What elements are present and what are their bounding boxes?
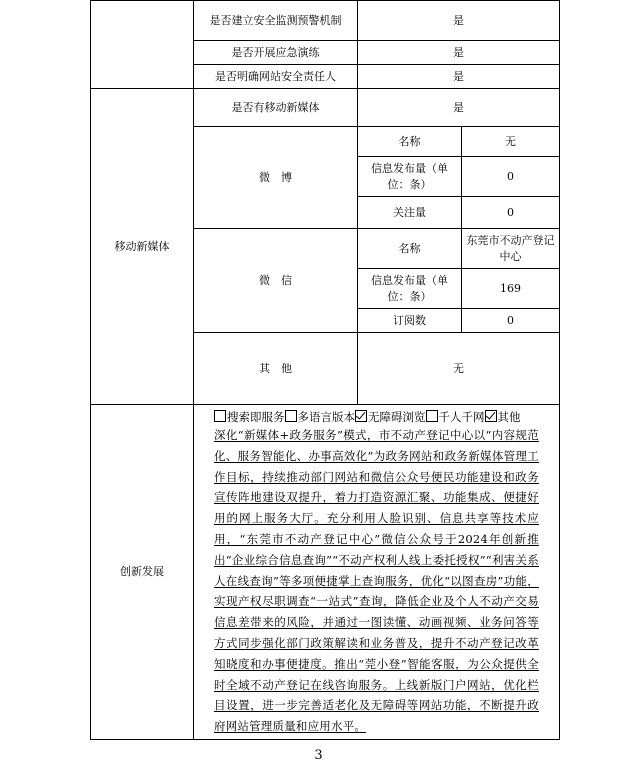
weibo-posts-label: 信息发布量（单位：条） (358, 157, 462, 197)
wechat-subscribers-value: 0 (462, 309, 560, 333)
drill-value: 是 (358, 41, 560, 65)
checkbox-multilingual[interactable] (285, 410, 297, 422)
checkbox-other[interactable] (485, 410, 497, 422)
other-value: 无 (358, 333, 560, 405)
wechat-posts-label: 信息发布量（单位：条） (358, 269, 462, 309)
has-media-value: 是 (358, 89, 560, 127)
wechat-name-value: 东莞市不动产登记中心 (462, 229, 560, 269)
weibo-name-value: 无 (462, 127, 560, 157)
wechat-label: 微 信 (194, 229, 358, 333)
weibo-followers-label: 关注量 (358, 197, 462, 229)
monitor-value: 是 (358, 1, 560, 41)
weibo-label: 微 博 (194, 127, 358, 229)
option-label: 多语言版本 (297, 410, 355, 424)
row-monitor (91, 1, 560, 41)
page-number: 3 (314, 748, 323, 763)
innovation-description: 深化“新媒体+政务服务”模式，市不动产登记中心以“内容规范化、服务智能化、办事高效化”为政务网站和政务新媒体管理工作目标，持续推动部门网站和微信公众号便民功能建设和政务宣传阵地建设双提升，着力打造资源汇聚、功能集成、便捷好用的网上服务大厅。充分利用人脸识别、信息共享等技术应用，“东莞市不动产登记中心”微信公众号于2024年创新推出“企业综合信息查询”“不动产权利人线上委托授权”“利害关系人在线查询”等多项便捷掌上查询服务，优化“以图查房”功能，实现产权尽职调查“一站式”查询，降低企业及个人不动产交易信息差带来的风险，并通过一图读懂、动画视频、业务问答等方式同步强化部门政策解读和业务普及，提升不动产登记改革知晓度和办事便捷度。推出“莞小登”智能客服，为公众提供全时全域不动产登记在线咨询服务。上线新版门户网站，优化栏目设置，进一步完善适老化及无障碍等网站功能，不断提升政府网站管理质量和应用水平。 (214, 428, 539, 734)
checkbox-accessibility[interactable] (355, 410, 367, 422)
checkbox-search-as-service[interactable] (214, 410, 226, 422)
option-label: 其他 (497, 410, 521, 424)
row-has-media (91, 89, 560, 127)
weibo-followers-value: 0 (462, 197, 560, 229)
report-table (90, 0, 560, 740)
security-section-cell (91, 1, 194, 89)
has-media-label: 是否有移动新媒体 (194, 89, 358, 127)
option-label: 千人千网 (438, 410, 485, 424)
monitor-label: 是否建立安全监测预警机制 (194, 1, 358, 41)
innovation-label: 创新发展 (91, 405, 194, 740)
wechat-posts-value: 169 (462, 269, 560, 309)
innovation-cell (194, 405, 560, 740)
innovation-options (214, 409, 539, 425)
wechat-name-label: 名称 (358, 229, 462, 269)
weibo-posts-value: 0 (462, 157, 560, 197)
owner-label: 是否明确网站安全责任人 (194, 65, 358, 89)
row-innovation (91, 405, 560, 740)
owner-value: 是 (358, 65, 560, 89)
drill-label: 是否开展应急演练 (194, 41, 358, 65)
other-label: 其 他 (194, 333, 358, 405)
mobile-media-label: 移动新媒体 (91, 89, 194, 405)
wechat-subscribers-label: 订阅数 (358, 309, 462, 333)
option-label: 搜索即服务 (227, 410, 285, 424)
option-label: 无障碍浏览 (368, 410, 426, 424)
weibo-name-label: 名称 (358, 127, 462, 157)
checkbox-personalized[interactable] (426, 410, 438, 422)
